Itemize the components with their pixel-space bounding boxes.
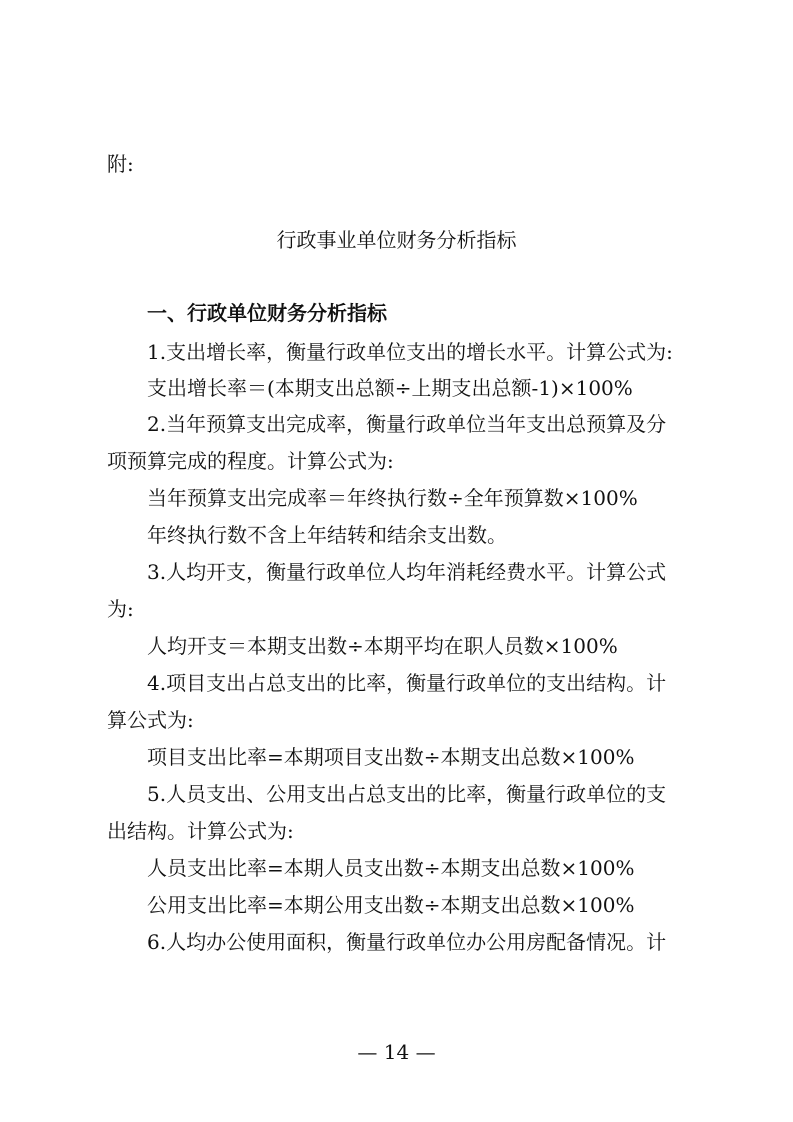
paragraph-line: 2.当年预算支出完成率，衡量行政单位当年支出总预算及分 xyxy=(147,412,667,436)
page-number: — 14 — xyxy=(357,1040,436,1064)
formula-line: 公用支出比率=本期公用支出数÷本期支出总数×100% xyxy=(147,893,635,917)
formula-line: 项目支出比率=本期项目支出数÷本期支出总数×100% xyxy=(147,745,635,769)
paragraph-line: 4.项目支出占总支出的比率，衡量行政单位的支出结构。计 xyxy=(147,671,667,695)
formula-line: 人员支出比率=本期人员支出数÷本期支出总数×100% xyxy=(147,856,635,880)
paragraph-line: 5.人员支出、公用支出占总支出的比率，衡量行政单位的支 xyxy=(147,782,667,806)
section-heading: 一、行政单位财务分析指标 xyxy=(147,301,387,325)
formula-line: 当年预算支出完成率＝年终执行数÷全年预算数×100% xyxy=(147,486,638,510)
paragraph-line: 项预算完成的程度。计算公式为: xyxy=(107,449,394,473)
attachment-label: 附: xyxy=(107,152,134,176)
paragraph-line: 3.人均开支，衡量行政单位人均年消耗经费水平。计算公式 xyxy=(147,560,667,584)
paragraph-line: 1.支出增长率，衡量行政单位支出的增长水平。计算公式为: xyxy=(147,340,673,364)
paragraph-line: 为: xyxy=(107,597,134,621)
formula-line: 支出增长率＝(本期支出总额÷上期支出总额-1)×100% xyxy=(147,376,633,400)
document-title: 行政事业单位财务分析指标 xyxy=(276,228,517,252)
paragraph-line: 算公式为: xyxy=(107,708,194,732)
paragraph-line: 出结构。计算公式为: xyxy=(107,819,294,843)
formula-line: 人均开支＝本期支出数÷本期平均在职人员数×100% xyxy=(147,634,618,658)
paragraph-line: 年终执行数不含上年结转和结余支出数。 xyxy=(147,523,507,547)
paragraph-line: 6.人均办公使用面积，衡量行政单位办公用房配备情况。计 xyxy=(147,930,667,954)
